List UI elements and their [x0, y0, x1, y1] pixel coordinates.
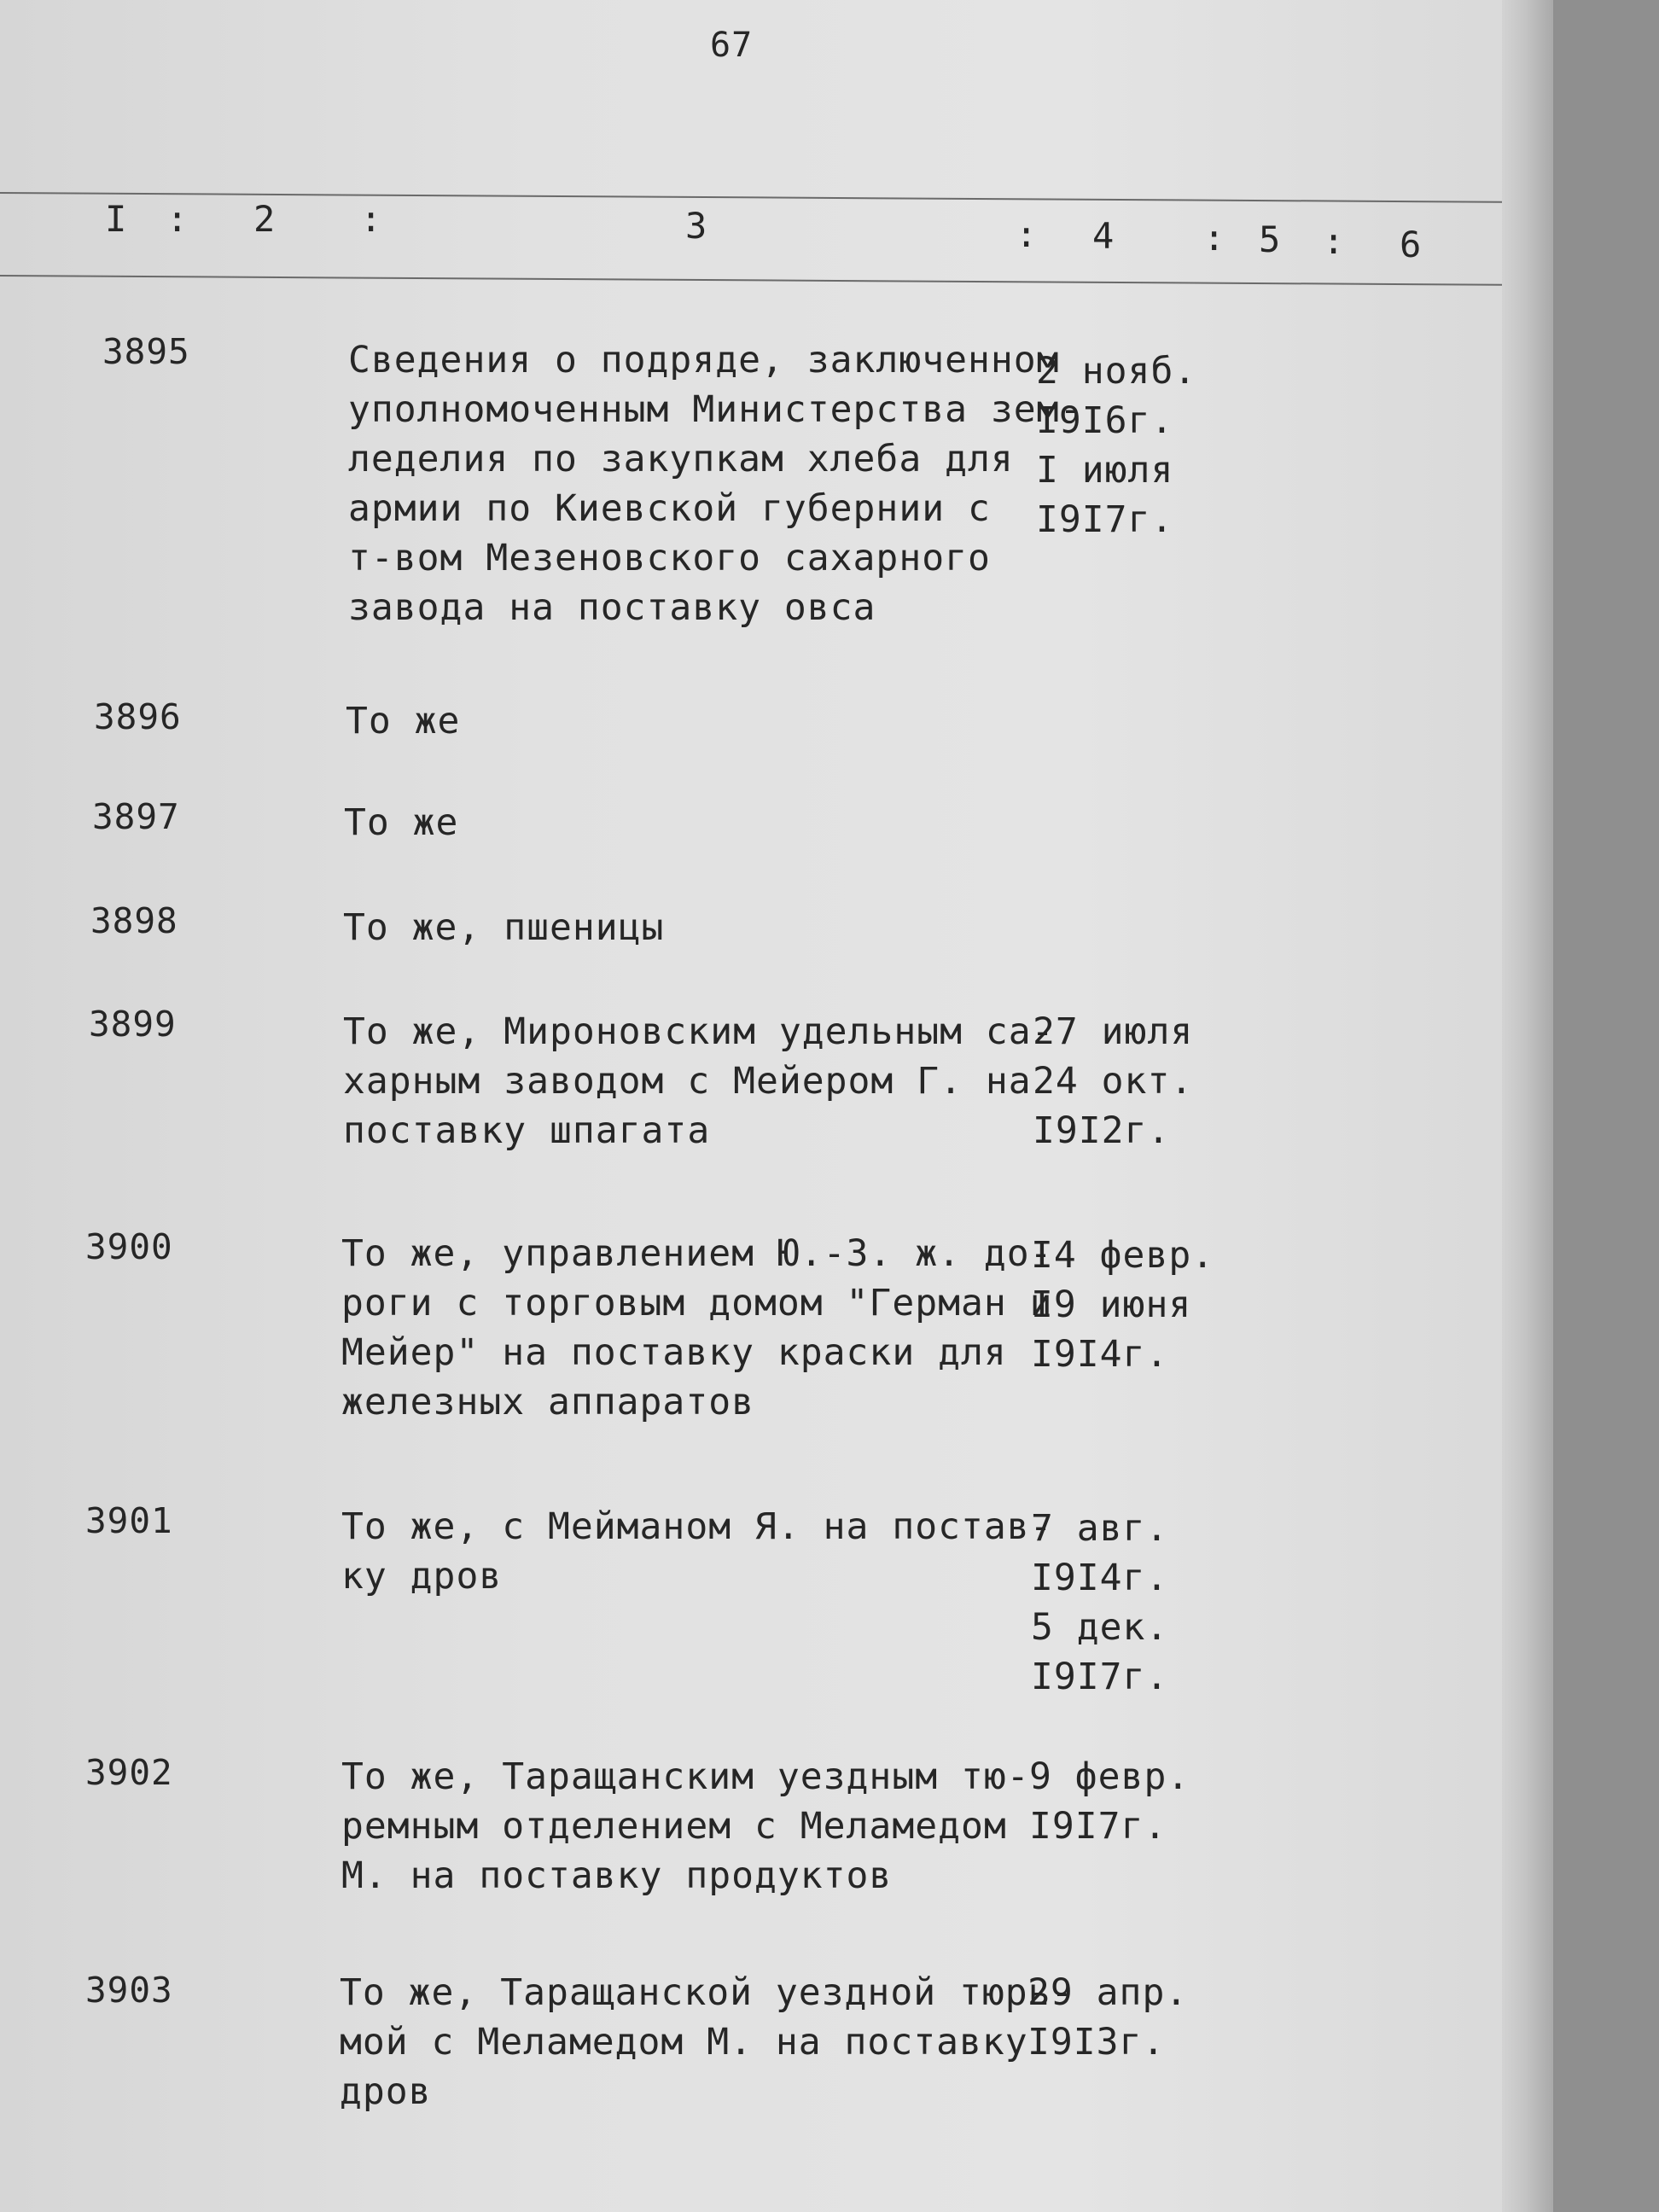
header-col-4: 4: [1092, 215, 1115, 257]
header-separator: :: [1203, 217, 1226, 259]
entry-description: То же, Мироновским удельным са- харным заводом с Мейером Г. на поставку шпагата: [343, 1010, 1055, 1152]
header-col-2: 2: [253, 198, 276, 240]
entry-description: То же, Таращанским уездным тю- ремным отделением с Меламедом М. на поставку продуктов: [341, 1755, 1030, 1897]
header-col-1: I: [105, 198, 128, 240]
entry-description: То же, пшеницы: [343, 906, 665, 949]
entry-number: 3897: [92, 796, 180, 837]
header-separator: :: [166, 198, 189, 240]
entry-number: 3900: [85, 1226, 173, 1267]
header-rule-top: [0, 192, 1519, 203]
header-col-6: 6: [1400, 224, 1423, 265]
entry-number: 3896: [94, 696, 182, 737]
entry-number: 3903: [85, 1970, 173, 2011]
entry-description: То же, управлением Ю.-З. ж. до- роги с торговым домом "Герман и Мейер" на поставку краски для железных аппаратов: [341, 1232, 1053, 1423]
header-col-3: 3: [685, 205, 708, 247]
background-surface: [1553, 0, 1659, 2212]
header-col-5: 5: [1259, 218, 1282, 260]
header-separator: :: [360, 198, 383, 240]
entry-description: То же, Таращанской уездной тюрь- мой с Меламедом М. на поставку дров: [340, 1971, 1074, 2113]
entry-dates: I4 февр. I9 июня I9I4г.: [1031, 1234, 1215, 1376]
entry-dates: 29 апр. I9I3г.: [1027, 1971, 1189, 2064]
entry-number: 3898: [90, 900, 178, 941]
page-edge: [1502, 0, 1553, 2212]
entry-description: Сведения о подряде, заключенном уполномоченным Министерства зем- леделия по закупкам хлеба для армии по Киевской губернии с т-вом Мезеновского сахарного завода на поставку овса: [348, 339, 1083, 629]
entry-number: 3899: [89, 1004, 177, 1045]
header-separator: :: [1323, 220, 1346, 262]
entry-description: То же: [344, 801, 459, 844]
header-separator: :: [1016, 213, 1039, 255]
entry-description: То же: [346, 700, 461, 742]
entry-number: 3901: [85, 1500, 173, 1541]
header-rule-bottom: [0, 275, 1519, 286]
entry-description: То же, с Мейманом Я. на постав- ку дров: [341, 1505, 1053, 1598]
entry-number: 3902: [85, 1752, 173, 1793]
entry-dates: 2 нояб. I9I6г. I июля I9I7г.: [1036, 350, 1197, 541]
entry-dates: 7 авг. I9I4г. 5 дек. I9I7г.: [1031, 1507, 1169, 1698]
entry-dates: 9 февр. I9I7г.: [1029, 1755, 1190, 1848]
page-number: 67: [710, 26, 754, 65]
entry-number: 3895: [102, 331, 190, 372]
entry-dates: 27 июля 24 окт. I9I2г.: [1033, 1010, 1194, 1152]
